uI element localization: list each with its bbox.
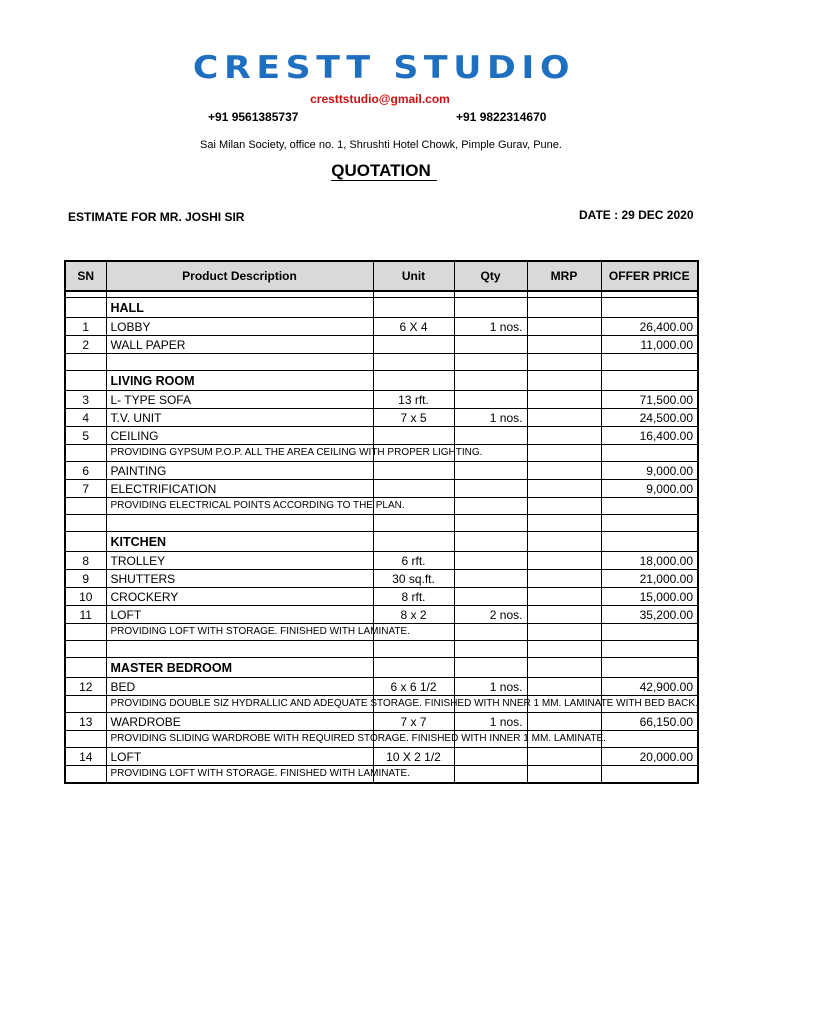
- row-offer-price: 35,200.00: [601, 606, 698, 624]
- empty-cell: [454, 515, 527, 532]
- row-qty: [454, 336, 527, 354]
- row-note: PROVIDING DOUBLE SIZ HYDRALLIC AND ADEQUATE STORAGE. FINISHED WITH NNER 1 MM. LAMINATE WITH BED BACK.: [106, 696, 373, 713]
- row-sn: [65, 731, 106, 748]
- row-sn: 7: [65, 480, 106, 498]
- row-unit: [373, 298, 454, 318]
- row-mrp: [527, 318, 601, 336]
- table-row: [65, 748, 698, 766]
- row-unit: 6 x 6 1/2: [373, 678, 454, 696]
- row-sn: [65, 298, 106, 318]
- row-qty: [454, 766, 527, 784]
- row-mrp: [527, 391, 601, 409]
- row-offer-price: 18,000.00: [601, 552, 698, 570]
- table-body: [65, 291, 698, 783]
- row-offer-price: 15,000.00: [601, 588, 698, 606]
- row-description: ELECTRIFICATION: [106, 480, 373, 498]
- table-row: [65, 713, 698, 731]
- row-description: CEILING: [106, 427, 373, 445]
- section-title: HALL: [106, 298, 373, 318]
- section-title: LIVING ROOM: [106, 371, 373, 391]
- row-sn: [65, 624, 106, 641]
- row-offer-price: 20,000.00: [601, 748, 698, 766]
- row-qty: [454, 371, 527, 391]
- row-qty: 1 nos.: [454, 409, 527, 427]
- row-unit: [373, 532, 454, 552]
- empty-cell: [601, 515, 698, 532]
- empty-cell: [65, 354, 106, 371]
- row-qty: [454, 498, 527, 515]
- row-description: SHUTTERS: [106, 570, 373, 588]
- row-offer-price: [601, 498, 698, 515]
- empty-cell: [601, 354, 698, 371]
- row-sn: 5: [65, 427, 106, 445]
- row-offer-price: 9,000.00: [601, 462, 698, 480]
- empty-cell: [373, 515, 454, 532]
- row-qty: [454, 298, 527, 318]
- row-unit: 6 rft.: [373, 552, 454, 570]
- table-row: [65, 570, 698, 588]
- row-unit: 8 x 2: [373, 606, 454, 624]
- note-row: [65, 766, 698, 784]
- row-sn: 4: [65, 409, 106, 427]
- row-description: LOFT: [106, 748, 373, 766]
- row-mrp: [527, 462, 601, 480]
- row-mrp: [527, 748, 601, 766]
- table-row: [65, 391, 698, 409]
- section-row: [65, 658, 698, 678]
- row-qty: [454, 532, 527, 552]
- row-mrp: [527, 766, 601, 784]
- row-sn: [65, 696, 106, 713]
- row-qty: [454, 570, 527, 588]
- row-sn: [65, 498, 106, 515]
- empty-cell: [527, 515, 601, 532]
- row-sn: [65, 371, 106, 391]
- row-offer-price: [601, 298, 698, 318]
- row-offer-price: 11,000.00: [601, 336, 698, 354]
- row-qty: [454, 427, 527, 445]
- empty-cell: [454, 354, 527, 371]
- row-qty: 1 nos.: [454, 678, 527, 696]
- row-offer-price: [601, 532, 698, 552]
- row-description: T.V. UNIT: [106, 409, 373, 427]
- blank-row: [65, 515, 698, 532]
- row-sn: 11: [65, 606, 106, 624]
- row-qty: [454, 552, 527, 570]
- empty-cell: [527, 354, 601, 371]
- table-row: [65, 409, 698, 427]
- row-note: PROVIDING LOFT WITH STORAGE. FINISHED WITH LAMINATE.: [106, 766, 373, 784]
- row-description: LOBBY: [106, 318, 373, 336]
- document-title: [0, 161, 768, 181]
- row-unit: 7 x 5: [373, 409, 454, 427]
- row-qty: [454, 624, 527, 641]
- row-mrp: [527, 409, 601, 427]
- section-row: [65, 532, 698, 552]
- section-title: KITCHEN: [106, 532, 373, 552]
- row-sn: [65, 532, 106, 552]
- row-mrp: [527, 678, 601, 696]
- table-header-row: [65, 261, 698, 291]
- company-email: cresttstudio@gmail.com: [310, 92, 450, 106]
- table-row: [65, 588, 698, 606]
- row-offer-price: [601, 624, 698, 641]
- row-mrp: [527, 336, 601, 354]
- row-unit: 10 X 2 1/2: [373, 748, 454, 766]
- row-sn: [65, 766, 106, 784]
- estimate-for: ESTIMATE FOR MR. JOSHI SIR: [68, 210, 245, 224]
- row-mrp: [527, 480, 601, 498]
- row-unit: [373, 336, 454, 354]
- row-offer-price: 16,400.00: [601, 427, 698, 445]
- row-note: PROVIDING LOFT WITH STORAGE. FINISHED WITH LAMINATE.: [106, 624, 373, 641]
- row-sn: 13: [65, 713, 106, 731]
- quotation-date: DATE : 29 DEC 2020: [579, 208, 694, 222]
- note-row: [65, 445, 698, 462]
- row-mrp: [527, 570, 601, 588]
- row-mrp: [527, 713, 601, 731]
- empty-cell: [373, 354, 454, 371]
- row-qty: 1 nos.: [454, 318, 527, 336]
- row-qty: [454, 480, 527, 498]
- row-offer-price: [601, 445, 698, 462]
- row-mrp: [527, 298, 601, 318]
- row-qty: 1 nos.: [454, 713, 527, 731]
- table-row: [65, 480, 698, 498]
- empty-cell: [65, 515, 106, 532]
- row-unit: 30 sq.ft.: [373, 570, 454, 588]
- empty-cell: [601, 641, 698, 658]
- row-note: PROVIDING GYPSUM P.O.P. ALL THE AREA CEILING WITH PROPER LIGHTING.: [106, 445, 373, 462]
- header-unit: Unit: [373, 261, 454, 291]
- row-description: CROCKERY: [106, 588, 373, 606]
- row-offer-price: 24,500.00: [601, 409, 698, 427]
- row-description: TROLLEY: [106, 552, 373, 570]
- row-unit: [373, 658, 454, 678]
- row-description: PAINTING: [106, 462, 373, 480]
- row-offer-price: [601, 658, 698, 678]
- header-sn: SN: [65, 261, 106, 291]
- table-row: [65, 318, 698, 336]
- blank-row: [65, 354, 698, 371]
- row-mrp: [527, 624, 601, 641]
- empty-cell: [106, 515, 373, 532]
- row-sn: 8: [65, 552, 106, 570]
- note-row: [65, 498, 698, 515]
- row-unit: 13 rft.: [373, 391, 454, 409]
- row-mrp: [527, 498, 601, 515]
- row-qty: [454, 658, 527, 678]
- blank-row: [65, 641, 698, 658]
- row-offer-price: 71,500.00: [601, 391, 698, 409]
- row-offer-price: 66,150.00: [601, 713, 698, 731]
- row-sn: 2: [65, 336, 106, 354]
- empty-cell: [106, 354, 373, 371]
- header-qty: Qty: [454, 261, 527, 291]
- row-sn: [65, 445, 106, 462]
- note-row: [65, 696, 698, 713]
- row-description: WARDROBE: [106, 713, 373, 731]
- row-mrp: [527, 371, 601, 391]
- company-phone-2: +91 9822314670: [456, 110, 547, 124]
- row-offer-price: 9,000.00: [601, 480, 698, 498]
- row-description: L- TYPE SOFA: [106, 391, 373, 409]
- row-sn: 14: [65, 748, 106, 766]
- row-description: LOFT: [106, 606, 373, 624]
- header-description: Product Description: [106, 261, 373, 291]
- row-note: PROVIDING ELECTRICAL POINTS ACCORDING TO THE PLAN.: [106, 498, 373, 515]
- section-row: [65, 298, 698, 318]
- empty-cell: [106, 641, 373, 658]
- row-offer-price: 26,400.00: [601, 318, 698, 336]
- row-sn: 10: [65, 588, 106, 606]
- company-logo: CRESTT STUDIO: [192, 50, 576, 86]
- empty-cell: [527, 641, 601, 658]
- row-unit: [373, 462, 454, 480]
- row-qty: [454, 462, 527, 480]
- table-row: [65, 552, 698, 570]
- row-offer-price: 42,900.00: [601, 678, 698, 696]
- row-unit: [373, 371, 454, 391]
- row-unit: [373, 427, 454, 445]
- row-sn: 3: [65, 391, 106, 409]
- row-mrp: [527, 588, 601, 606]
- row-qty: [454, 391, 527, 409]
- row-offer-price: [601, 371, 698, 391]
- row-sn: 9: [65, 570, 106, 588]
- row-sn: 6: [65, 462, 106, 480]
- row-description: BED: [106, 678, 373, 696]
- row-unit: [373, 480, 454, 498]
- note-row: [65, 624, 698, 641]
- section-row: [65, 371, 698, 391]
- table-row: [65, 678, 698, 696]
- table-row: [65, 462, 698, 480]
- document-title-text: QUOTATION: [331, 161, 436, 181]
- row-qty: 2 nos.: [454, 606, 527, 624]
- row-offer-price: [601, 731, 698, 748]
- table-row: [65, 606, 698, 624]
- row-mrp: [527, 552, 601, 570]
- row-sn: 12: [65, 678, 106, 696]
- row-mrp: [527, 532, 601, 552]
- table-row: [65, 427, 698, 445]
- row-note: PROVIDING SLIDING WARDROBE WITH REQUIRED STORAGE. FINISHED WITH INNER 1 MM. LAMINATE.: [106, 731, 373, 748]
- row-description: WALL PAPER: [106, 336, 373, 354]
- row-offer-price: 21,000.00: [601, 570, 698, 588]
- row-sn: [65, 658, 106, 678]
- row-qty: [454, 588, 527, 606]
- row-mrp: [527, 606, 601, 624]
- company-phone-1: +91 9561385737: [208, 110, 299, 124]
- row-unit: 6 X 4: [373, 318, 454, 336]
- section-title: MASTER BEDROOM: [106, 658, 373, 678]
- empty-cell: [454, 641, 527, 658]
- header-mrp: MRP: [527, 261, 601, 291]
- empty-cell: [373, 641, 454, 658]
- table-row: [65, 336, 698, 354]
- row-sn: 1: [65, 318, 106, 336]
- row-unit: 7 x 7: [373, 713, 454, 731]
- row-mrp: [527, 658, 601, 678]
- header-offer-price: OFFER PRICE: [601, 261, 698, 291]
- row-qty: [454, 748, 527, 766]
- note-row: [65, 731, 698, 748]
- row-unit: 8 rft.: [373, 588, 454, 606]
- row-mrp: [527, 427, 601, 445]
- empty-cell: [65, 641, 106, 658]
- quotation-table: [64, 260, 699, 784]
- row-mrp: [527, 445, 601, 462]
- company-address: Sai Milan Society, office no. 1, Shrushti Hotel Chowk, Pimple Gurav, Pune.: [200, 139, 562, 151]
- row-offer-price: [601, 766, 698, 784]
